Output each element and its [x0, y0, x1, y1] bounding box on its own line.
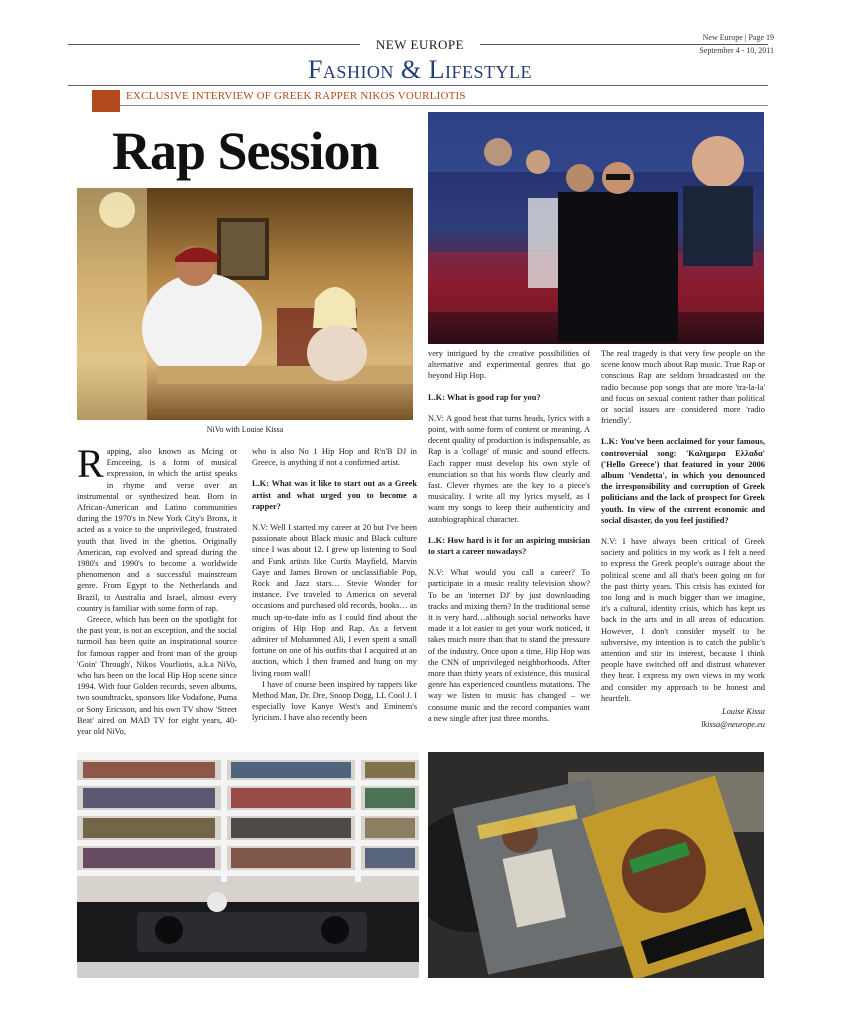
- body-paragraph: very intrigued by the creative possibilities of alternative and experimental genres that go beyond Hip Hop.: [428, 349, 590, 381]
- article-column-3: [428, 348, 590, 724]
- author-email[interactable]: lkissa@neurope.eu: [701, 720, 765, 730]
- section-rule: [68, 85, 768, 86]
- interview-question: L.K: What was it like to start out as a Greek artist and what urged you to become a rapper?: [252, 479, 417, 511]
- body-paragraph: who is also No 1 Hip Hop and R'n'B DJ in Greece, is anything if not a confirmed artist.: [252, 447, 417, 468]
- article-column-1: [77, 441, 237, 737]
- interview-answer: N.V: What would you call a career? To participate in a music reality television show? To be an 'internet DJ' by just downloading tracks and mixing them? In the traditional sense it is very hard…although social networks have made it a lot easier to get your work noticed, it takes much more than that to stand the pressure of the industry. Once upon a time, Hip Hop was the CNN of unprivileged neighborhoods. After more than thirty years of existence, this musical genre has experienced countless mutations. The way we listen to music has changed – we consume music and the record companies want a new single after just three months.: [428, 568, 590, 723]
- stage-performance-illustration: [428, 112, 764, 344]
- body-paragraph: The real tragedy is that very few people on the scene know much about Rap music. True Rap or conscious Rap are seldom broadcasted on the radio because pop songs that are more 'tra-la-la' and focus on sexual content rather than political or social issues are considered more 'radio friendly'.: [601, 349, 765, 426]
- article-column-4: [601, 348, 765, 731]
- hip-hop-books-illustration: [428, 752, 764, 978]
- record-shelf-photo: [77, 752, 419, 978]
- body-paragraph: Greece, which has been on the spotlight for the past year, is not an exception, and the social turmoil has been quite an inspirational source for famous rapper and front man of the group 'Goin' Through', Nikos Vourliotis, a.k.a NiVo, who has been on the local Hip Hop scene since 1994. With four Golden records, seven albums, two soundtracks, sponsors like Vodafone, Puma or Sony Ericsson, and his own TV show 'Street Beat' aired on MAD TV for eight years, 40-year old NiVo,: [77, 615, 237, 737]
- interview-answer: N.V: I have always been critical of Greek society and politics in my work as I felt a need to express the Greek people's outrage about the political scene and all that's been going on for the past thirty years. This crisis has existed for too long and is much bigger than we imagine, it's a cultural, identity crisis, which has kept us back in the arts and in all areas of education. However, I don't consider myself to be subversive, my intention is to catch the public's attention and stir its interest, because I think people have switched off and distrust whatever they hear. I express my own views in my work and consider my approach to be honest and heartfelt.: [601, 537, 765, 703]
- issue-date: September 4 - 10, 2011: [699, 46, 774, 55]
- publication-name: NEW EUROPE: [360, 37, 480, 53]
- interview-answer: N.V: A good beat that turns heads, lyrics with a point, with some form of content or meaning. A decent quality of production is indispensable, as Rap is a 'collage' of music and sound effects. Each rapper must develop his own style of enunciation so that his words flow clearly and fast. Clever rhymes are the key to a piece's musicality. I write all my lyrics myself, as I want my songs to keep their authenticity and autobiographical character.: [428, 413, 590, 524]
- interview-question: L.K: How hard is it for an aspiring musician to start a career nowadays?: [428, 535, 590, 557]
- article-headline: Rap Session: [112, 121, 379, 181]
- interview-banner: EXCLUSIVE INTERVIEW OF GREEK RAPPER NIKOS VOURLIOTIS: [126, 90, 466, 102]
- interview-answer: N.V: Well I started my career at 20 but I've been passionate about Black music and Black culture since I was about 12. I grew up listening to Soul and Funk artists like Curtis Mayfield, Marvin Gaye and James Brown or unclassifiable Pop, Rock and Jazz stars… Stevie Wonder for instance. I've traveled to America on several occasions and purchased old records, books… as much up-to-date info as I could find about the origins of Hip Hop and Rap. As a fervent admirer of Mohammed Ali, I even spent a small fortune on one of his outfits that I acquired at an auction, which I then framed and hung on my living room wall!: [252, 523, 417, 678]
- section-title: Fashion & Lifestyle: [307, 55, 533, 84]
- drop-cap: R: [77, 441, 104, 486]
- interview-question: L.K: What is good rap for you?: [428, 392, 541, 402]
- record-shelf-illustration: [77, 752, 419, 978]
- photo-caption: NiVo with Louise Kissa: [206, 425, 284, 434]
- intro-text: apping, also known as Mcing or Emceeing, is a form of musical expression, in which the artist speaks in rhyme and verse over an instrumental or synthesized beat. Born in African-American and Latino communities during the 1970's in New York City's Bronx, it acted as a voice to the unprivileged, frustrated youth that lived in the ghettos. Originally American, rap evolved and spread during the 1980's and 1990's to become a worldwide phenomenon and a successful mainstream genre. From Egypt to the Netherlands and Brazil, to Australia and Israel, almost every country is familiar with some form of rap.: [77, 447, 237, 613]
- page-info: [674, 31, 774, 57]
- intro-paragraph: [77, 441, 237, 614]
- author-name: Louise Kissa: [721, 707, 765, 717]
- banner-rule: [120, 105, 768, 106]
- hip-hop-books-photo: [428, 752, 764, 978]
- interview-answer: I have of course been inspired by rappers like Method Man, Dr. Dre, Snoop Dogg, LL Cool J. I especially love Kanye West's and Eminem's lyricism. I have also recently been: [252, 679, 417, 723]
- banner-accent-block: [92, 90, 120, 112]
- interview-question: L.K: You've been acclaimed for your famous, controversial song: 'Καλημερα Ελλαδα' ('Hello Greece') that featured in your 2006 album 'Vendetta', in which you denounced the irresponsibility and corruption of Greek politicians and the lack of prospect for Greek youth. In view of the current economic and social disaster, do you feel justified?: [601, 437, 765, 525]
- nivo-portrait-illustration: [77, 188, 413, 420]
- nivo-portrait-photo: [77, 188, 413, 420]
- article-column-2: [252, 446, 417, 724]
- stage-performance-photo: [428, 112, 764, 344]
- page-number: New Europe | Page 19: [702, 33, 774, 42]
